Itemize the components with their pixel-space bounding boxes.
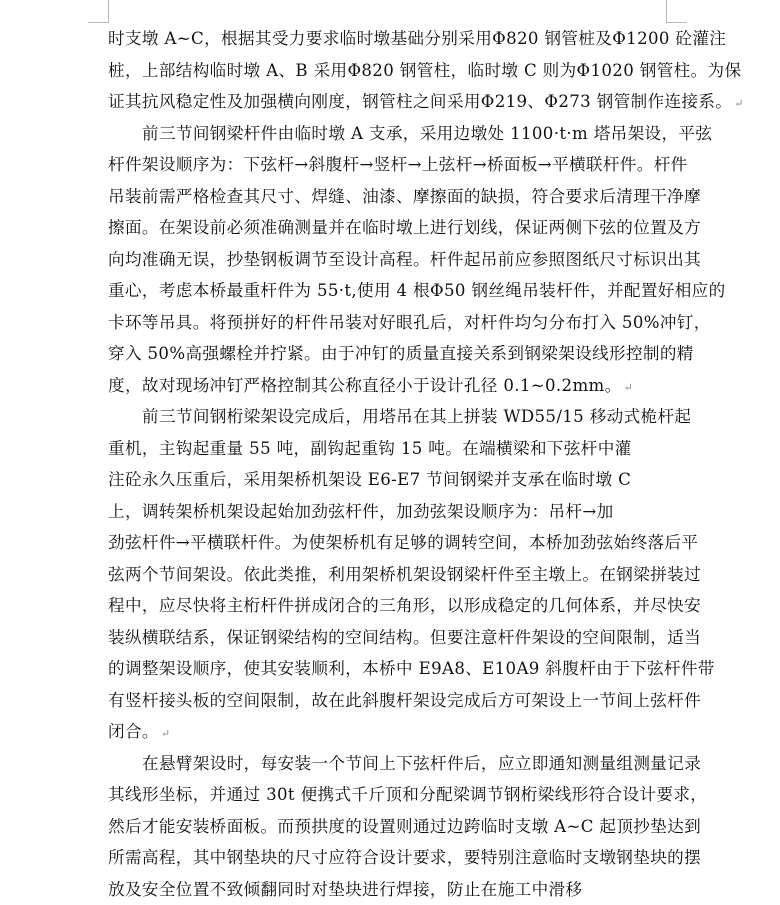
paragraph-mark-icon: ↵ xyxy=(734,97,744,110)
text-line xyxy=(108,86,662,118)
paragraph-mark-icon: ↵ xyxy=(624,381,634,394)
text-line-content: 度，故对现场冲钉严格控制其公称直径小于设计孔径 0.1~0.2mm。 xyxy=(108,376,622,395)
margin-corner-mark-left xyxy=(88,0,109,23)
text-line: 装纵横联结系，保证钢梁结构的空间结构。但要注意杆件架设的空间限制，适当 xyxy=(108,622,662,654)
text-line: 有竖杆接头板的空间限制，故在此斜腹杆架设完成后方可架设上一节间上弦杆件 xyxy=(108,685,662,717)
text-line: 在悬臂架设时，每安装一个节间上下弦杆件后，应立即通知测量组测量记录 xyxy=(108,748,662,780)
text-line: 的调整架设顺序，使其安装顺利，本桥中 E9A8、E10A9 斜腹杆由于下弦杆件带 xyxy=(108,653,662,685)
text-line: 前三节间钢桁梁架设完成后，用塔吊在其上拼装 WD55/15 移动式桅杆起 xyxy=(108,401,662,433)
text-line: 卡环等吊具。将预拼好的杆件吊装对好眼孔后，对杆件均匀分布打入 50%冲钉， xyxy=(108,307,662,339)
paragraph-4 xyxy=(108,748,662,905)
text-line: 桩，上部结构临时墩 A、B 采用Φ820 钢管柱，临时墩 C 则为Φ1020 钢管柱。为保 xyxy=(108,55,662,87)
text-line: 程中，应尽快将主桁杆件拼成闭合的三角形，以形成稳定的几何体系，并尽快安 xyxy=(108,590,662,622)
text-line: 穿入 50%高强螺栓并拧紧。由于冲钉的质量直接关系到钢梁架设线形控制的精 xyxy=(108,338,662,370)
paragraph-mark-icon: ↵ xyxy=(161,727,171,740)
text-line: 放及安全位置不致倾翻同时对垫块进行焊接，防止在施工中滑移 xyxy=(108,874,662,905)
paragraph-1 xyxy=(108,23,662,118)
text-line: 所需高程，其中钢垫块的尺寸应符合设计要求，要特别注意临时支墩钢垫块的摆 xyxy=(108,842,662,874)
text-line: 重心，考虑本桥最重杆件为 55·t,使用 4 根Φ50 钢丝绳吊装杆件，并配置好相应的 xyxy=(108,275,662,307)
text-line: 然后才能安装桥面板。而预拱度的设置则通过边跨临时支墩 A~C 起顶抄垫达到 xyxy=(108,811,662,843)
text-line: 重机，主钩起重量 55 吨，副钩起重钩 15 吨。在端横梁和下弦杆中灌 xyxy=(108,433,662,465)
text-line: 时支墩 A~C，根据其受力要求临时墩基础分别采用Φ820 钢管桩及Φ1200 砼灌注 xyxy=(108,23,662,55)
text-line: 擦面。在架设前必须准确测量并在临时墩上进行划线，保证两侧下弦的位置及方 xyxy=(108,212,662,244)
text-line-content: 证其抗风稳定性及加强横向刚度，钢管柱之间采用Φ219、Φ273 钢管制作连接系。 xyxy=(108,92,732,111)
text-line xyxy=(108,370,662,402)
document-body xyxy=(108,23,662,905)
text-line: 杆件架设顺序为：下弦杆→斜腹杆→竖杆→上弦杆→桥面板→平横联杆件。杆件 xyxy=(108,149,662,181)
text-line: 劲弦杆件→平横联杆件。为使架桥机有足够的调转空间，本桥加劲弦始终落后平 xyxy=(108,527,662,559)
paragraph-2 xyxy=(108,118,662,402)
text-line: 向均准确无误，抄垫钢板调节至设计高程。杆件起吊前应参照图纸尺寸标识出其 xyxy=(108,244,662,276)
text-line xyxy=(108,716,662,748)
text-line: 前三节间钢梁杆件由临时墩 A 支承，采用边墩处 1100·t·m 塔吊架设，平弦 xyxy=(108,118,662,150)
paragraph-3 xyxy=(108,401,662,748)
text-line: 吊装前需严格检查其尺寸、焊缝、油漆、摩擦面的缺损，符合要求后清理干净摩 xyxy=(108,181,662,213)
text-line-content: 闭合。 xyxy=(108,722,159,741)
text-line: 注砼永久压重后，采用架桥机架设 E6-E7 节间钢梁并支承在临时墩 C xyxy=(108,464,662,496)
text-line: 其线形坐标，并通过 30t 便携式千斤顶和分配梁调节钢桁梁线形符合设计要求， xyxy=(108,779,662,811)
margin-corner-mark-right xyxy=(666,0,687,23)
text-line: 弦两个节间架设。依此类推，利用架桥机架设钢梁杆件至主墩上。在钢梁拼装过 xyxy=(108,559,662,591)
text-line: 上，调转架桥机架设起始加劲弦杆件，加劲弦架设顺序为：吊杆→加 xyxy=(108,496,662,528)
